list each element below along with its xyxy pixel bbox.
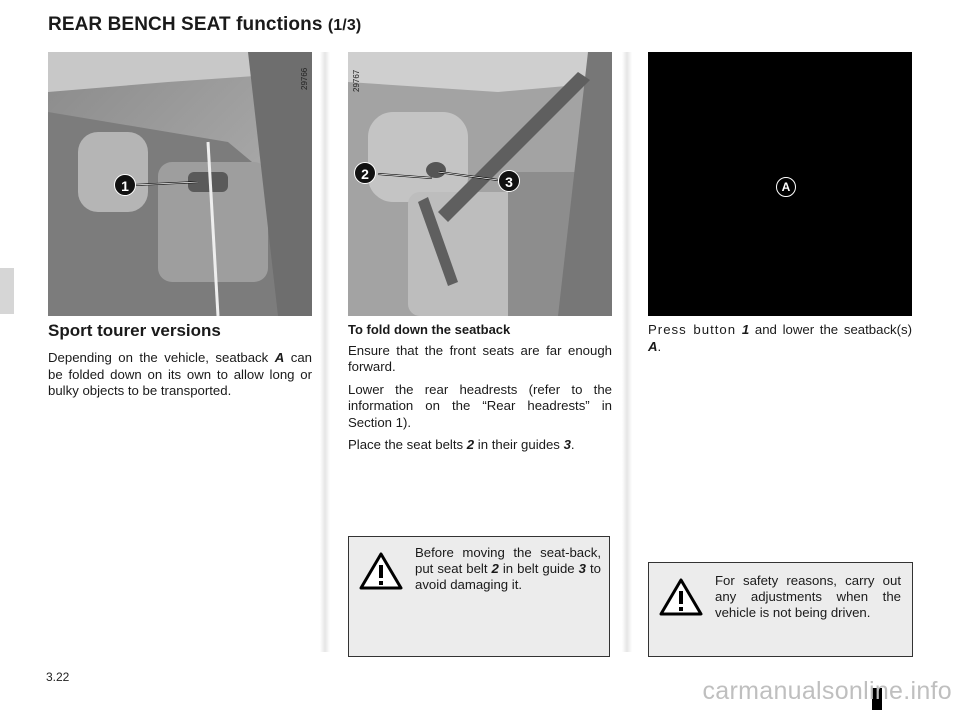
instruction-step-3: Place the seat belts 2 in their guides 3. <box>348 437 575 452</box>
section-heading: Sport tourer versions <box>48 321 221 340</box>
warning-triangle-icon <box>359 551 403 591</box>
watermark: carmanualsonline.info <box>702 677 952 705</box>
image-reference-number: 29767 <box>352 69 361 92</box>
warning-text: For safety reasons, carry out any adjustments when the vehicle is not being driven. <box>715 573 901 620</box>
photo-rear-seat-button <box>48 52 312 316</box>
callout-2: 2 <box>354 162 376 184</box>
callout-A: A <box>776 177 796 197</box>
title-part-indicator: (1/3) <box>327 17 362 34</box>
title-text: REAR BENCH SEAT functions <box>48 14 323 35</box>
press-button-instruction: Press button 1 and lower the seatback(s) A. <box>648 322 913 354</box>
instructions-subheading: To fold down the seatback <box>348 322 511 337</box>
instructions-block <box>348 322 612 460</box>
warning-box-seatbelt <box>348 536 610 657</box>
warning-box-safety <box>648 562 913 657</box>
instruction-step-1: Ensure that the front seats are far enough forward. <box>348 342 612 374</box>
section-tab-marker <box>0 268 14 314</box>
warning-text: Before moving the seat-back, put seat belt 2 in belt guide 3 to avoid damaging it. <box>415 545 601 592</box>
page-title <box>48 14 361 36</box>
section-paragraph: Depending on the vehicle, seatback A can be folded down on its own to allow long or bulky objects to be transported. <box>48 350 312 398</box>
column-divider-1 <box>320 52 330 652</box>
image-reference-number: 29766 <box>300 67 309 90</box>
warning-triangle-icon <box>659 577 703 617</box>
instruction-step-2: Lower the rear headrests (refer to the information on the “Rear headrests” in Section 1). <box>348 381 612 430</box>
callout-3: 3 <box>498 170 520 192</box>
photo-seatback-folded <box>648 52 912 316</box>
photo-seat-belt-guide <box>348 52 612 316</box>
page-number: 3.22 <box>46 670 70 684</box>
callout-1: 1 <box>114 174 136 196</box>
column-divider-2 <box>622 52 632 652</box>
